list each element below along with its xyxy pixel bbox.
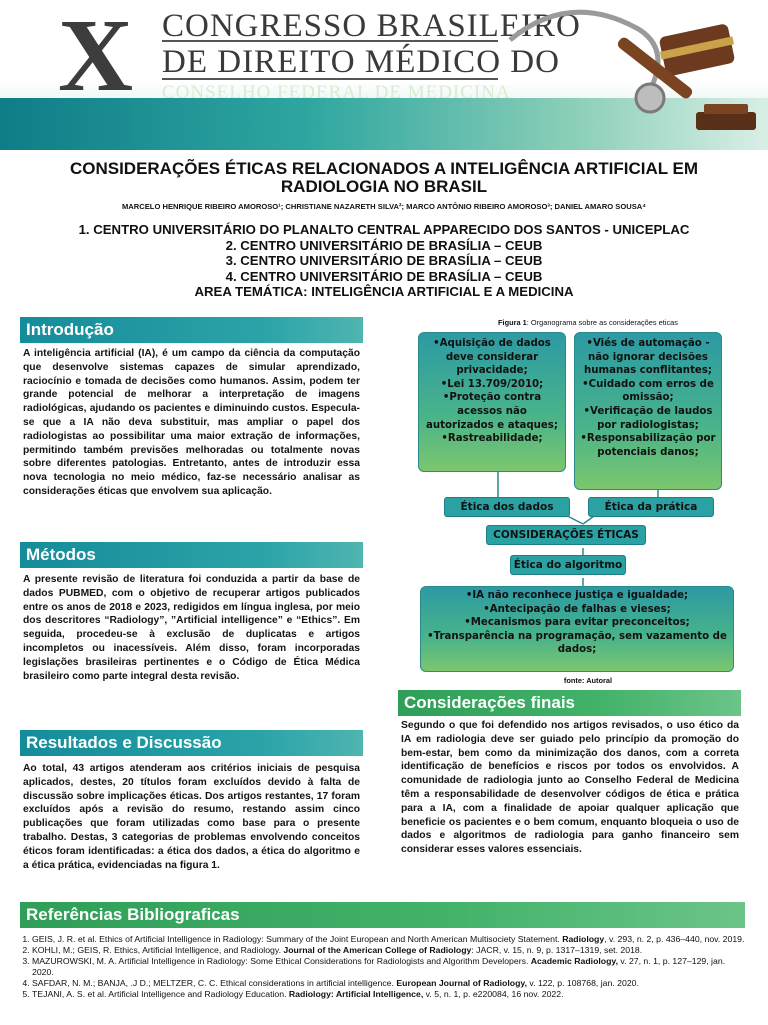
center-label: CONSIDERAÇÕES ÉTICAS: [486, 525, 646, 545]
practice-ethics-item: • Responsabilização por potenciais danos;: [578, 432, 718, 459]
poster-title: CONSIDERAÇÕES ÉTICAS RELACIONADOS A INTELIGÊNCIA ARTIFICIAL EM RADIOLOGIA NO BRASIL: [69, 159, 699, 196]
methods-heading: Métodos: [20, 542, 363, 568]
reference-authors: GEIS, J. R. et al. Ethics of Artificial Intelligence in Radiology: Summary of the Joint European and North American Multisociety Statement.: [32, 934, 563, 944]
reference-journal: Radiology: [562, 934, 605, 944]
affiliation-1: 1. CENTRO UNIVERSITÁRIO DO PLANALTO CENTRAL APPARECIDO DOS SANTOS - UNICEPLAC: [78, 222, 690, 237]
congress-banner: [0, 0, 768, 150]
reference-journal: Academic Radiology,: [530, 955, 618, 966]
thematic-area: AREA TEMÁTICA: INTELIGÊNCIA ARTIFICIAL E A MEDICINA: [194, 284, 574, 299]
reference-citation: v. 27, n. 1, p. 127–129, jan. 2020.: [32, 955, 726, 977]
affiliation-4: 4. CENTRO UNIVERSITÁRIO DE BRASÍLIA – CEUB: [225, 268, 543, 284]
practice-ethics-item: • Verificação de laudos por radiologistas;: [578, 405, 718, 432]
methods-text: A presente revisão de literatura foi conduzida a partir da base de dados PUBMED, com o objetivo de recuperar artigos publicados entre os anos de 2018 e 2023, redigidos em língua inglesa, por meio dos descritores “Radiology”, ”Artificial intelligence” e “Ethics”. Em seguida, procedeu-se à exclusão de duplicatas e artigos incompletos ou inacessíveis. Além disso, foram incorporadas legislações brasileiras pertinentes e o Código de Ética Médica brasileiro como parte integral desta revisão.: [23, 574, 360, 682]
reference-item: [32, 956, 746, 978]
figure-caption-text: : Organograma sobre as considerações eticas: [526, 318, 678, 327]
reference-authors: TEJANI, A. S. et al. Artificial Intelligence and Radiology Education.: [32, 988, 289, 999]
reference-item: [32, 934, 746, 945]
algorithm-ethics-item: • Transparência na programação, sem vazamento de dados;: [424, 630, 730, 657]
practice-ethics-item: • Cuidado com erros de omissão;: [578, 378, 718, 405]
banner-line-2: DE DIREITO MÉDICO DO: [162, 44, 560, 80]
figure-source: fonte: Autoral: [563, 676, 613, 685]
reference-citation: , v. 293, n. 2, p. 436–440, nov. 2019.: [604, 934, 745, 944]
results-text: Ao total, 43 artigos atenderam aos critérios iniciais de pesquisa aplicados, destes, 20 títulos foram excluídos devido à falta de discussão sobre implicações éticas. Dos artigos restantes, 17 foram excluídos após a revisão do resumo, restando assim cinco publicações que foram utilizadas como base para o presente trabalho. Destas, 3 categorias de problemas envolvendo conceitos éticos foram identificadas: a ética dos dados, a ética do algoritmo e a ética prática, evidenciadas na figura 1.: [23, 763, 360, 871]
banner-roman-numeral: X: [58, 0, 132, 113]
reference-journal: European Journal of Radiology,: [396, 977, 527, 988]
reference-citation: v. 5, n. 1, p. e220084, 16 nov. 2022.: [423, 988, 564, 999]
data-ethics-box: [418, 332, 566, 472]
algorithm-ethics-box: [420, 586, 734, 672]
reference-citation: : JACR, v. 15, n. 9, p. 1317–1319, set. 2018.: [471, 944, 643, 955]
algorithm-ethics-item: • IA não reconhece justiça e igualdade;: [424, 589, 730, 603]
reference-item: [32, 978, 746, 989]
reference-authors: KOHLI, M.; GEIS, R. Ethics, Artificial Intelligence, and Radiology.: [32, 944, 284, 955]
banner-line-3: CONSELHO FEDERAL DE MEDICINA: [162, 82, 511, 103]
intro-heading: Introdução: [20, 317, 363, 343]
final-heading: Considerações finais: [398, 690, 741, 716]
data-ethics-item: • Aquisição de dados deve considerar privacidade;: [422, 337, 562, 378]
banner-line-1: CONGRESSO BRASILEIRO: [162, 8, 581, 44]
references-list: [18, 934, 746, 999]
reference-journal: Journal of the American College of Radiology: [283, 944, 472, 955]
figure-caption-label: Figura 1: [498, 318, 527, 327]
reference-item: [32, 989, 746, 1000]
practice-ethics-item: • Viés de automação - não ignorar decisões humanas conflitantes;: [578, 337, 718, 378]
affiliation-3: 3. CENTRO UNIVERSITÁRIO DE BRASÍLIA – CEUB: [225, 253, 543, 268]
data-ethics-item: • Proteção contra acessos não autorizados e ataques;: [422, 391, 562, 432]
references-heading: Referências Bibliograficas: [20, 902, 745, 928]
gavel-stethoscope-icon: [500, 0, 768, 150]
reference-authors: SAFDAR, N. M.; BANJA, .J D.; MELTZER, C. C. Ethical considerations in artificial intelligence.: [32, 977, 397, 988]
intro-text: A inteligência artificial (IA), é um campo da ciência da computação que desenvolve sistemas capazes de simular aprendizado, raciocínio e tomada de decisões como humanos. Assim, podem ter grande potencial de melhorar a interpretação de imagens radiológicas, ajudando os pacientes e diminuindo custos. Especula-se que a IA não deva substituir, mas ampliar o papel dos radiologistas ao possibilitar uma maior extração de informações, permitindo também previsões melhoradas ou totalmente novas sobre diferentes patologias. Entretanto, antes de introduzir essa nova tecnologia no meio médico, faz-se necessário analisar as considerações éticas que envolvem sua aplicação.: [23, 348, 360, 497]
practice-ethics-box: [574, 332, 722, 490]
practice-ethics-label: Ética da prática: [588, 497, 714, 517]
figure-caption: [438, 318, 738, 327]
algorithm-ethics-label: Ética do algoritmo: [510, 555, 626, 575]
reference-authors: MAZUROWSKI, M. A. Artificial Intelligence in Radiology: Some Ethical Considerations for Radiologists and Algorithm Developers.: [32, 955, 531, 966]
data-ethics-item: • Rastreabilidade;: [422, 432, 562, 446]
data-ethics-label: Ética dos dados: [444, 497, 570, 517]
authors-line: MARCELO HENRIQUE RIBEIRO AMOROSO¹; CHRISTIANE NAZARETH SILVA²; MARCO ANTÔNIO RIBEIRO AMOROSO³; DANIEL AMARO SOUSA⁴: [121, 202, 647, 211]
affiliations: [20, 222, 748, 300]
reference-journal: Radiology: Artificial Intelligence,: [288, 988, 424, 999]
data-ethics-item: • Lei 13.709/2010;: [422, 378, 562, 392]
results-heading: Resultados e Discussão: [20, 730, 363, 756]
final-text: Segundo o que foi defendido nos artigos revisados, o uso ético da IA em radiologia deve ser guiado pelo princípio da promoção do bem-estar, bem como da minimização dos danos, com a correta identificação de benefícios e riscos por todos os envolvidos. A comunidade de radiologia junto ao Conselho Federal de Medicina têm a responsabilidade de desenvolver códigos de ética e prática para a IA, com a finalidade de apoiar qualquer aplicação que beneficie os pacientes e o bem comum, enquanto bloqueia o uso de dados e algoritmos de radiologia para ganho financeiro sem considerar esses valores essenciais.: [401, 720, 739, 856]
reference-citation: v. 122, p. 108768, jan. 2020.: [527, 977, 639, 988]
affiliation-2: 2. CENTRO UNIVERSITÁRIO DE BRASÍLIA – CEUB: [225, 237, 543, 253]
reference-item: [32, 945, 746, 956]
algorithm-ethics-item: • Antecipação de falhas e vieses;: [424, 603, 730, 617]
algorithm-ethics-item: • Mecanismos para evitar preconceitos;: [424, 616, 730, 630]
